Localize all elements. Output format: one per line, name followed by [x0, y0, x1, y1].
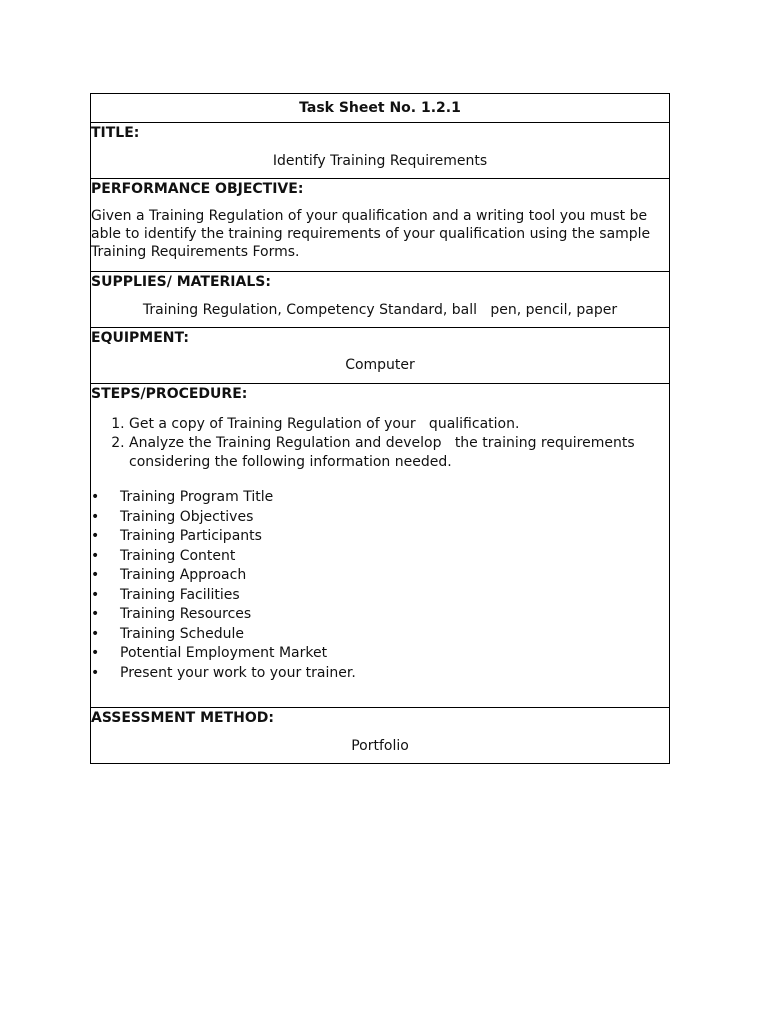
performance-objective-label: PERFORMANCE OBJECTIVE: [91, 181, 304, 197]
bullet-icon: • [91, 508, 100, 525]
supplies-section [91, 272, 670, 328]
task-sheet-title: Task Sheet No. 1.2.1 [91, 94, 670, 123]
list-item: • Potential Employment Market [91, 644, 669, 664]
list-item: • Training Objectives [91, 508, 669, 528]
list-item: • Training Program Title [91, 488, 669, 508]
step-item: 2. Analyze the Training Regulation and develop the training requirements considering the following information needed. [129, 434, 669, 472]
performance-objective-text: Given a Training Regulation of your qualification and a writing tool you must be able to identify the training requirements of your qualification using the sample Training Requirements Forms. [91, 208, 651, 260]
equipment-value: Computer [345, 357, 415, 373]
bullet-icon: • [91, 528, 100, 544]
title-section [91, 123, 670, 179]
list-item: • Training Approach [91, 566, 669, 586]
title-label: TITLE: [91, 125, 140, 141]
step-item: 1. Get a copy of Training Regulation of your qualification. [129, 415, 669, 434]
supplies-value: Training Regulation, Competency Standard, ball pen, pencil, paper [142, 302, 618, 318]
assessment-section [91, 708, 670, 764]
bullet-icon: • [91, 567, 100, 583]
steps-label: STEPS/PROCEDURE: [91, 386, 248, 402]
bullet-icon: • [91, 664, 100, 681]
list-item: • Training Content [91, 547, 669, 567]
assessment-label: ASSESSMENT METHOD: [91, 710, 275, 726]
list-item: • Training Resources [91, 605, 669, 625]
information-bullet-list [91, 488, 669, 683]
assessment-value: Portfolio [351, 738, 409, 754]
bullet-icon: • [91, 625, 100, 642]
bullet-icon: • [91, 586, 100, 603]
numbered-steps-list [91, 415, 669, 472]
equipment-section [91, 328, 670, 384]
performance-objective-section [91, 179, 670, 272]
list-item: • Training Participants [91, 527, 669, 547]
bullet-icon: • [91, 489, 100, 505]
steps-section [91, 384, 670, 708]
task-sheet-table [90, 93, 670, 764]
bullet-icon: • [91, 547, 100, 564]
list-item: • Training Schedule [91, 625, 669, 645]
list-item: • Training Facilities [91, 586, 669, 606]
supplies-label: SUPPLIES/ MATERIALS: [91, 274, 271, 290]
bullet-icon: • [91, 606, 100, 622]
title-value: Identify Training Requirements [272, 153, 488, 169]
bullet-icon: • [91, 645, 100, 661]
equipment-label: EQUIPMENT: [91, 330, 189, 346]
list-item: • Present your work to your trainer. [91, 664, 669, 684]
